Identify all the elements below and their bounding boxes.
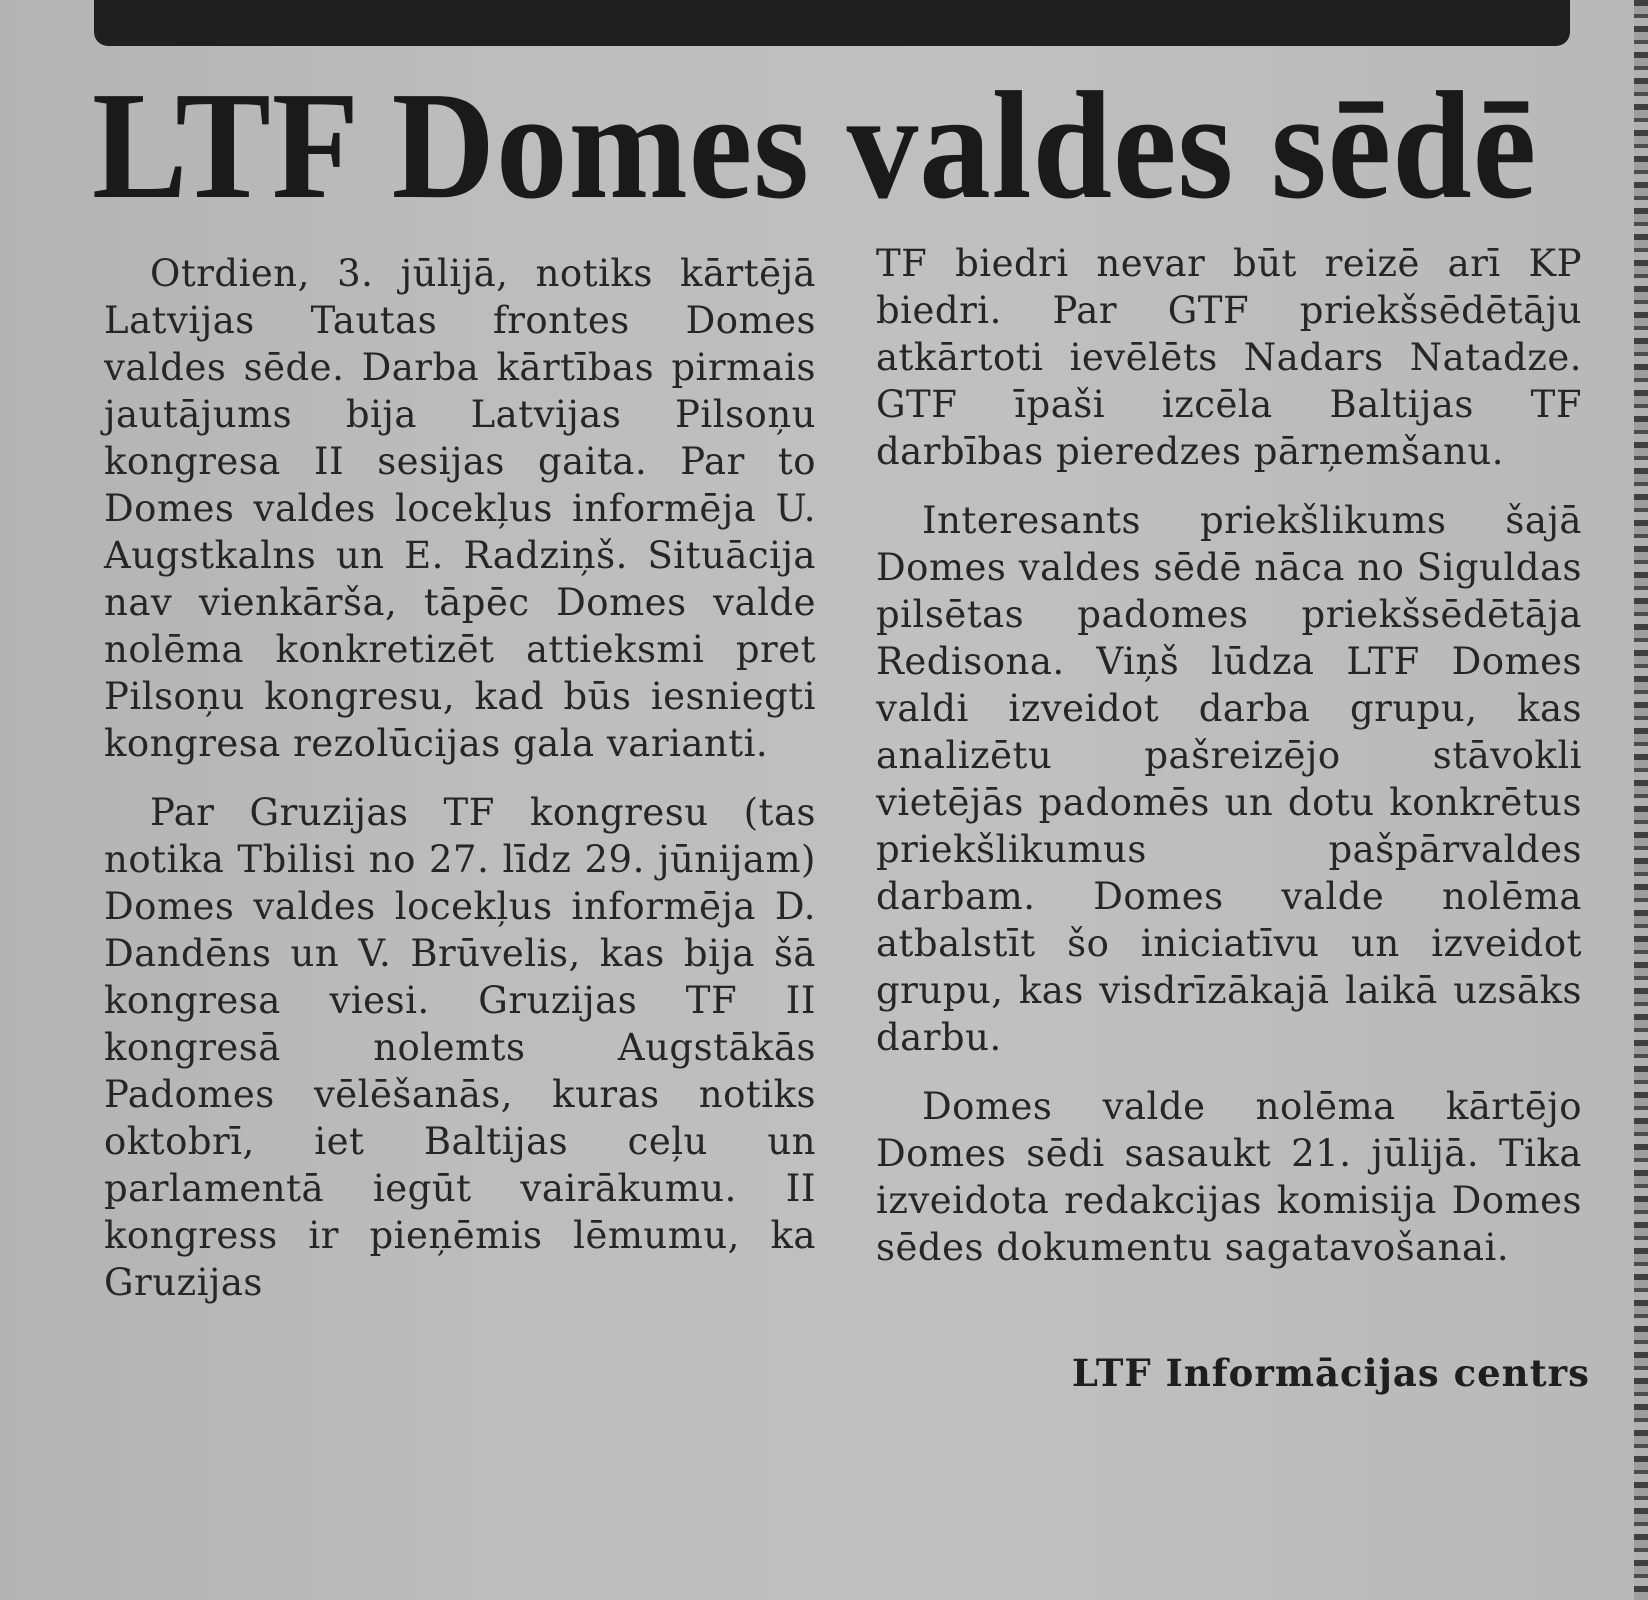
paragraph: TF biedri nevar būt reizē arī KP biedri. Par GTF priekšsēdētāju atkārtoti ievēlēts Nadars Natadze. GTF īpaši izcēla Baltijas TF darbības pieredzes pārņemšanu. bbox=[876, 242, 1582, 473]
paragraph: Otrdien, 3. jūlijā, notiks kārtējā Latvijas Tautas frontes Domes valdes sēde. Darba kārtības pirmais jautājums bija Latvijas Pilsoņu kongresa II sesijas gaita. Par to Domes valdes locekļus informēja U. Augstkalns un E. Radziņš. Situācija nav vienkārša, tāpēc Domes valde nolēma konkretizēt attieksmi pret Pilsoņu kongresu, kad būs iesniegti kongresa rezolūcijas gala varianti. bbox=[104, 252, 816, 765]
paragraph: Par Gruzijas TF kongresu (tas notika Tbilisi no 27. līdz 29. jūnijam) Domes valdes locekļus informēja D. Dandēns un V. Brūvelis, kas bija šā kongresa viesi. Gruzijas TF II kongresā nolemts Augstākās Padomes vēlēšanās, kuras notiks oktobrī, iet Baltijas ceļu un parlamentā iegūt vairākumu. II kongress ir pieņēmis lēmumu, ka Gruzijas bbox=[104, 791, 816, 1304]
paragraph: Interesants priekšlikums šajā Domes valdes sēdē nāca no Siguldas pilsētas padomes priekšsēdētāja Redisona. Viņš lūdza LTF Domes valdi izveidot darba grupu, kas analizētu pašreizējo stāvokli vietējās padomēs un dotu konkrētus priekšlikumus pašpārvaldes darbam. Domes valde nolēma atbalstīt šo iniciatīvu un izveidot grupu, kas visdrīzākajā laikā uzsāks darbu. bbox=[876, 499, 1582, 1059]
left-column bbox=[104, 250, 816, 1328]
paragraph: Domes valde nolēma kārtējo Domes sēdi sasaukt 21. jūlijā. Tika izveidota redakcijas komisija Domes sēdes dokumentu sagatavošanai. bbox=[876, 1085, 1582, 1269]
top-rule bbox=[94, 0, 1570, 46]
right-column bbox=[876, 240, 1582, 1293]
torn-edge bbox=[1634, 0, 1648, 1600]
signature: LTF Informācijas centrs bbox=[1071, 1351, 1590, 1395]
headline: LTF Domes valdes sēdē bbox=[92, 61, 1538, 231]
